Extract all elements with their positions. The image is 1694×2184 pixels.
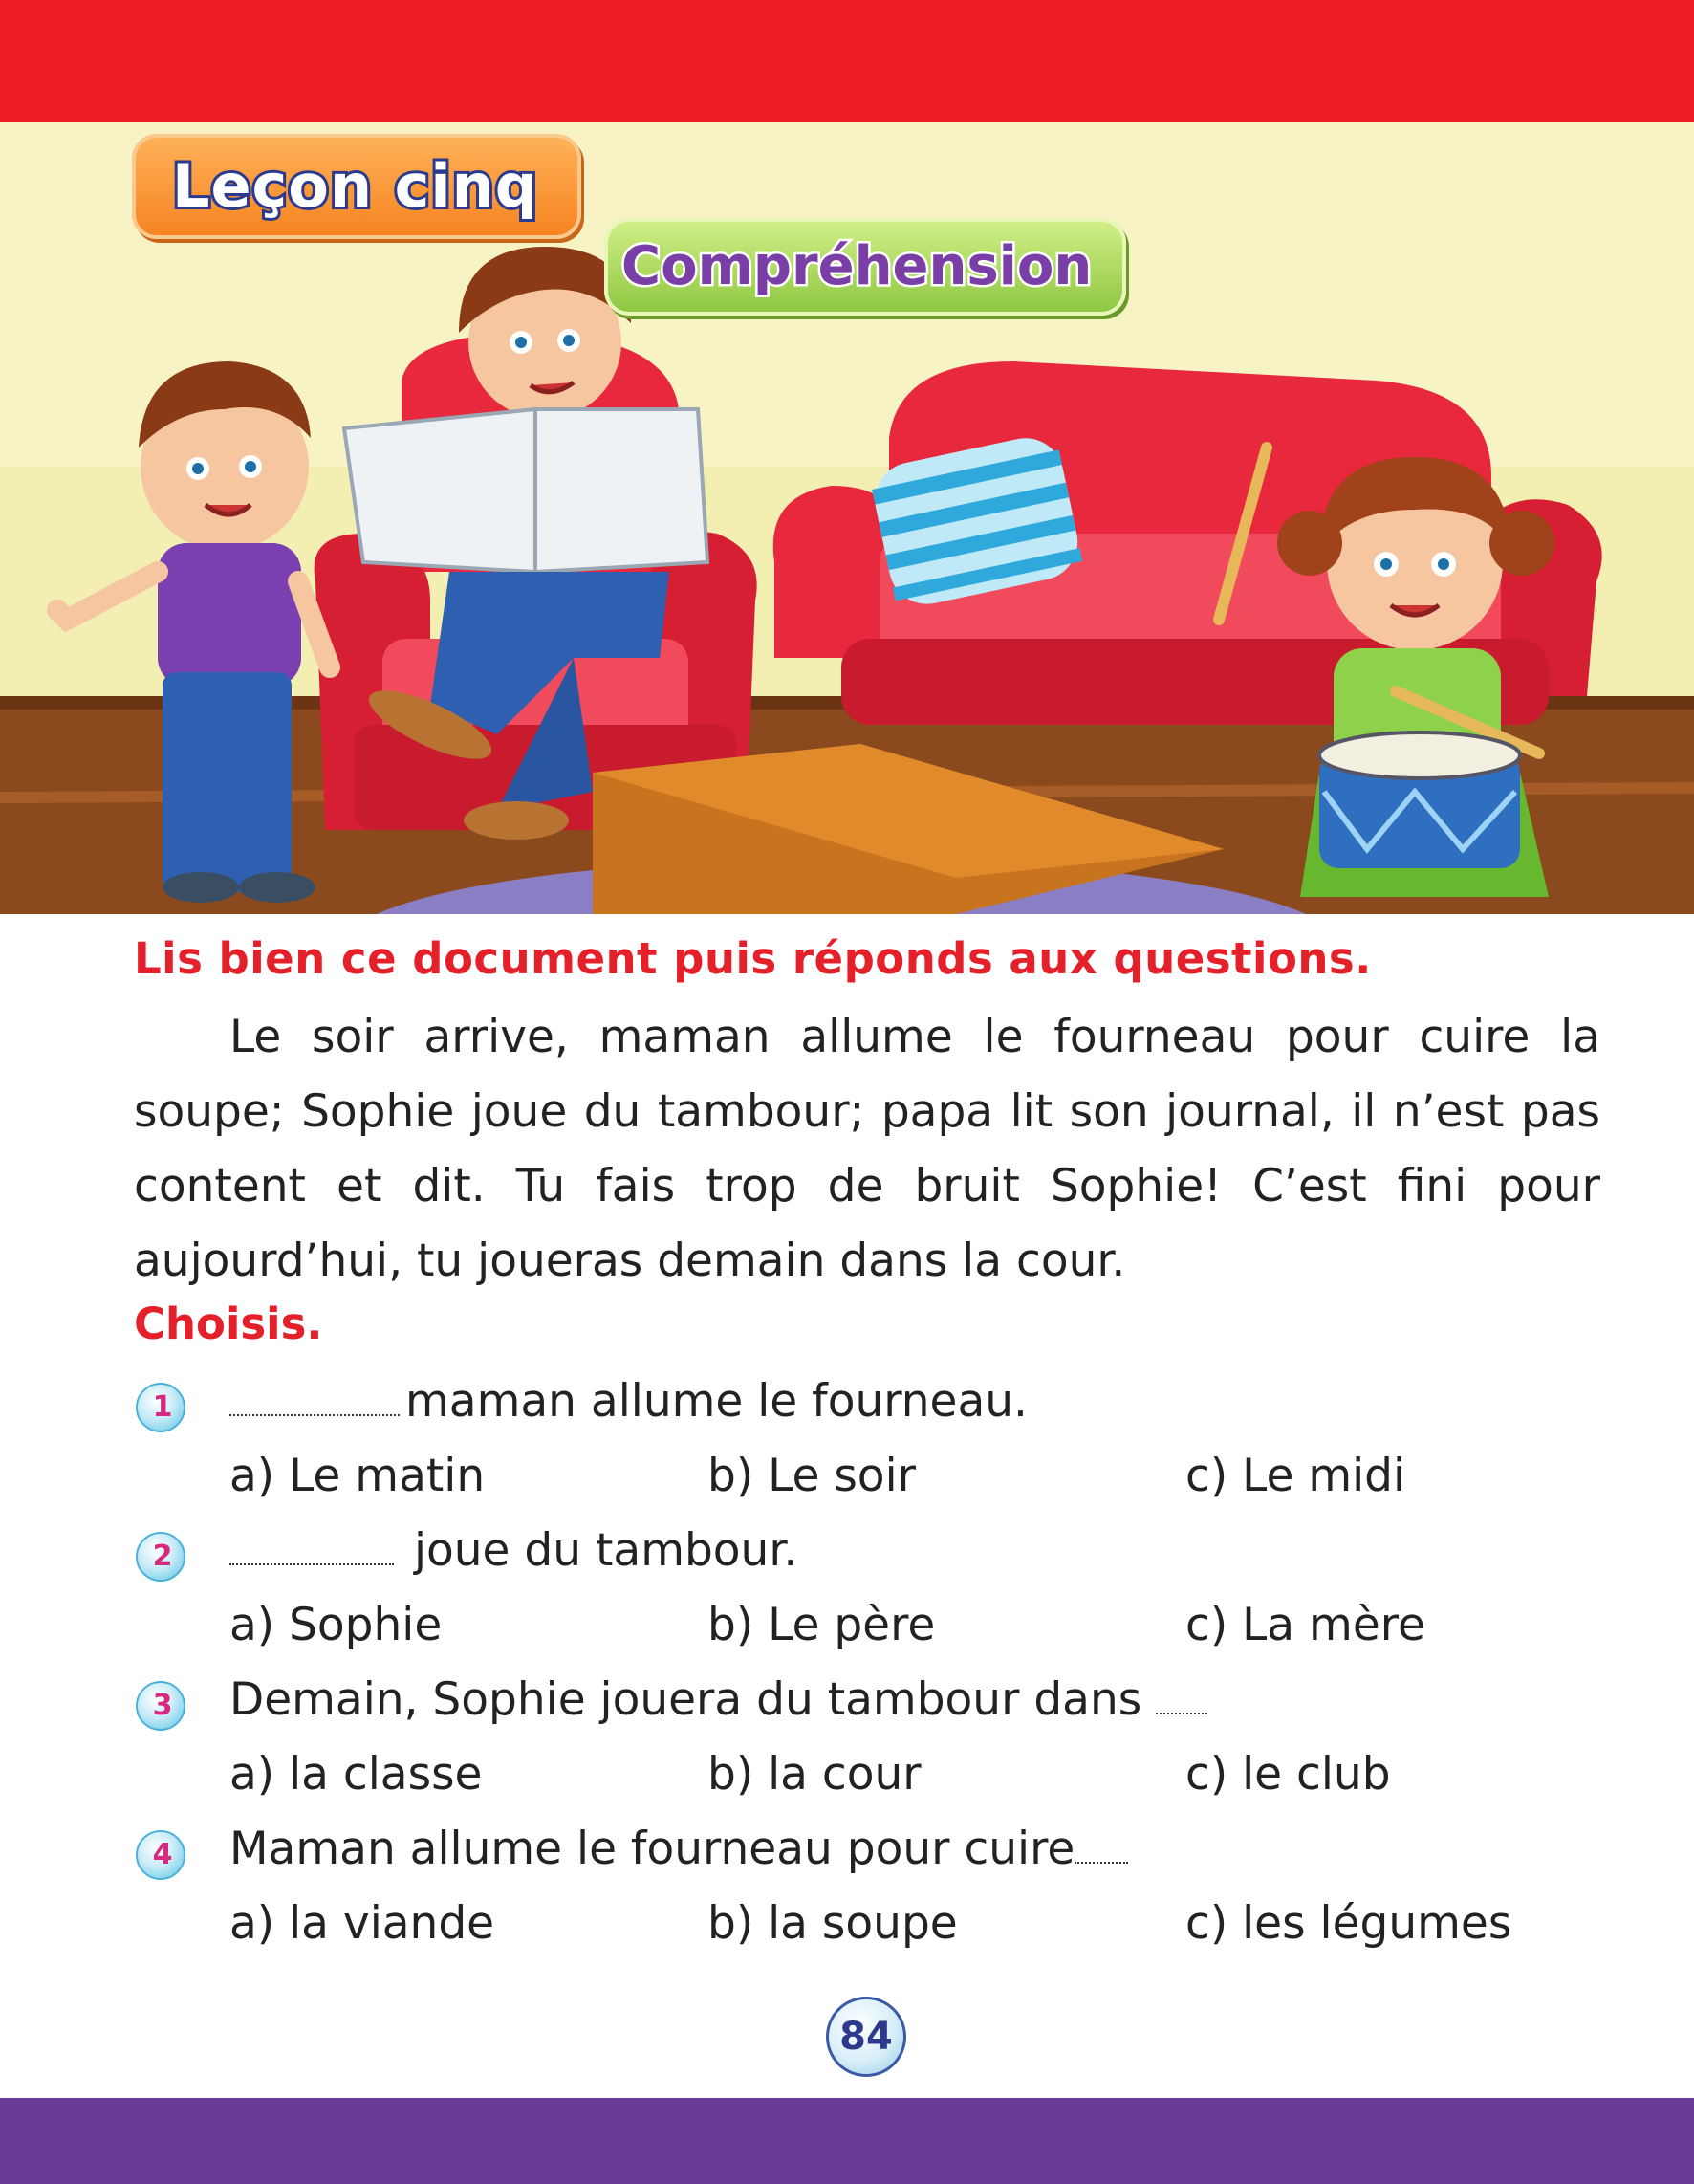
reading-instruction: Lis bien ce document puis réponds aux questions. [134, 933, 1372, 984]
question-1 [229, 1375, 1028, 1428]
question-1-option-c[interactable]: c) Le midi [1185, 1450, 1406, 1502]
question-3-option-c[interactable]: c) le club [1185, 1748, 1391, 1801]
question-4-option-a[interactable]: a) la viande [229, 1897, 495, 1950]
question-3 [229, 1673, 1213, 1726]
question-4-option-b[interactable]: b) la soupe [707, 1897, 958, 1950]
question-2-option-b[interactable]: b) Le père [707, 1599, 936, 1651]
question-4 [229, 1823, 1134, 1875]
question-4-number [136, 1830, 185, 1880]
question-2-number [136, 1532, 185, 1582]
question-text: Demain, Sophie jouera du tambour dans [229, 1673, 1157, 1726]
question-1-number [136, 1383, 185, 1432]
question-1-option-b[interactable]: b) Le soir [707, 1450, 916, 1502]
question-number-label: 3 [152, 1689, 173, 1722]
bottom-color-band [0, 2098, 1694, 2184]
section-badge [604, 218, 1126, 316]
question-text: maman allume le fourneau. [405, 1375, 1028, 1428]
answer-blank[interactable] [229, 1563, 394, 1565]
page-number: 84 [839, 2015, 893, 2059]
reading-passage: Le soir arrive, maman allume le fourneau pour cuire la soupe; Sophie joue du tambour; papa lit son journal, il n’est pas content et dit. Tu fais trop de bruit Sophie! C’est fini pour aujourd’hui, tu joueras demain dans la cour. [134, 1011, 1600, 1287]
top-color-band [0, 0, 1694, 122]
question-3-number [136, 1681, 185, 1731]
answer-blank[interactable] [1075, 1862, 1128, 1864]
question-2-option-c[interactable]: c) La mère [1185, 1599, 1425, 1651]
question-text: Maman allume le fourneau pour cuire [229, 1823, 1075, 1875]
question-3-option-a[interactable]: a) la classe [229, 1748, 483, 1801]
lesson-badge-label: Leçon cinq [172, 151, 539, 221]
lesson-badge [132, 134, 581, 239]
section-badge-label: Compréhension [621, 235, 1093, 297]
question-2 [229, 1524, 797, 1577]
answer-blank[interactable] [1156, 1713, 1207, 1714]
exercise-title: Choisis. [134, 1299, 323, 1349]
page-number-badge [826, 1997, 906, 2077]
question-number-label: 4 [152, 1838, 173, 1871]
question-1-option-a[interactable]: a) Le matin [229, 1450, 486, 1502]
question-2-option-a[interactable]: a) Sophie [229, 1599, 443, 1651]
answer-blank[interactable] [229, 1414, 400, 1416]
question-4-option-c[interactable]: c) les légumes [1185, 1897, 1512, 1950]
question-3-option-b[interactable]: b) la cour [707, 1748, 922, 1801]
question-text: joue du tambour. [400, 1524, 798, 1577]
question-number-label: 2 [152, 1540, 173, 1573]
question-number-label: 1 [152, 1390, 173, 1424]
